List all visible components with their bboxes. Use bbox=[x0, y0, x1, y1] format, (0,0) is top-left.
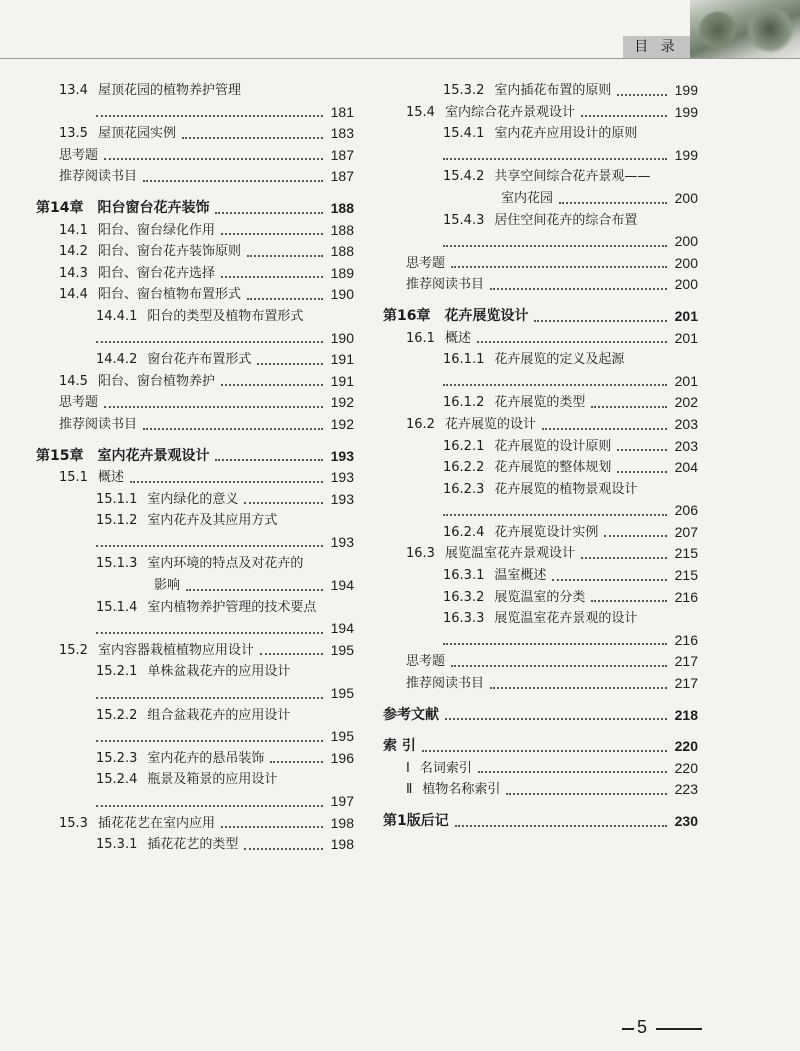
toc-entry-number: 第14章 bbox=[36, 199, 84, 216]
toc-misc-entry[interactable] bbox=[383, 253, 698, 275]
toc-misc-entry[interactable] bbox=[36, 166, 354, 188]
toc-section-entry[interactable] bbox=[36, 80, 354, 102]
toc-chapter-entry[interactable] bbox=[383, 736, 698, 758]
toc-page-number: 200 bbox=[674, 233, 698, 250]
toc-entry-title: 阳台、窗台花卉装饰原则 bbox=[97, 244, 241, 260]
toc-subsection-entry[interactable] bbox=[383, 608, 698, 630]
toc-entry-title: 思考题 bbox=[59, 147, 99, 163]
toc-page-number: 190 bbox=[330, 329, 354, 346]
toc-entry-title: 室内环境的特点及对花卉的 bbox=[147, 556, 304, 572]
page-number: 5 bbox=[637, 1017, 648, 1037]
toc-subsection-entry[interactable] bbox=[383, 210, 698, 232]
toc-dot-leader bbox=[244, 502, 323, 504]
toc-continuation-line[interactable] bbox=[383, 630, 698, 652]
toc-entry-title: 植物名称索引 bbox=[422, 782, 501, 798]
toc-page-number: 194 bbox=[330, 577, 354, 594]
toc-subsection-entry[interactable] bbox=[36, 489, 354, 511]
toc-entry-title: 影响 bbox=[154, 578, 181, 594]
toc-entry-title: 阳台的类型及植物布置形式 bbox=[147, 308, 304, 324]
toc-entry-title: 概述 bbox=[97, 470, 124, 486]
toc-page-number: 181 bbox=[330, 103, 354, 120]
toc-dot-leader bbox=[96, 115, 323, 117]
toc-entry-number: 16.1.2 bbox=[443, 395, 485, 411]
toc-continuation-line[interactable] bbox=[383, 145, 698, 167]
toc-entry-number: 15.1.4 bbox=[96, 599, 138, 615]
toc-entry-title: 室内花卉及其应用方式 bbox=[147, 513, 278, 529]
toc-subsection-entry[interactable] bbox=[383, 479, 698, 501]
toc-entry-number: 16.2.2 bbox=[443, 460, 485, 476]
toc-entry-number: Ⅰ bbox=[406, 760, 410, 776]
toc-dot-leader bbox=[478, 771, 667, 773]
toc-entry-number: 15.2 bbox=[59, 642, 88, 658]
toc-entry-number: 16.2.3 bbox=[443, 481, 485, 497]
toc-entry-number: 15.4.2 bbox=[443, 169, 485, 185]
toc-entry-number: 15.4 bbox=[406, 104, 435, 120]
toc-entry-number: 16.1.1 bbox=[443, 352, 485, 368]
toc-entry-number: 14.1 bbox=[59, 222, 88, 238]
toc-page-number: 191 bbox=[330, 372, 354, 389]
toc-subsection-entry[interactable] bbox=[36, 705, 354, 727]
toc-dot-leader bbox=[96, 697, 323, 699]
toc-entry-title: 单株盆栽花卉的应用设计 bbox=[147, 664, 291, 680]
footer-dash-left bbox=[622, 1028, 634, 1030]
toc-page-number: 215 bbox=[674, 545, 698, 562]
toc-dot-leader bbox=[215, 212, 323, 214]
toc-continuation-line[interactable] bbox=[36, 328, 354, 350]
toc-section-entry[interactable] bbox=[36, 371, 354, 393]
toc-entry-number: 第16章 bbox=[383, 307, 431, 324]
toc-section-entry[interactable] bbox=[383, 414, 698, 436]
toc-continuation-line[interactable] bbox=[36, 102, 354, 124]
toc-dot-leader bbox=[221, 233, 323, 235]
toc-subsection-entry[interactable] bbox=[36, 661, 354, 683]
toc-entry-number: 16.2.1 bbox=[443, 438, 485, 454]
toc-entry-title: 推荐阅读书目 bbox=[406, 676, 485, 692]
toc-dot-leader bbox=[244, 848, 323, 850]
toc-page-number: 198 bbox=[330, 836, 354, 853]
toc-entry-number: Ⅱ bbox=[406, 782, 413, 798]
toc-page-number: 215 bbox=[674, 567, 698, 584]
toc-page-number: 200 bbox=[674, 189, 698, 206]
toc-entry-title: 室内容器栽植植物应用设计 bbox=[97, 642, 254, 658]
toc-dot-leader bbox=[221, 276, 323, 278]
toc-subsection-entry[interactable] bbox=[36, 769, 354, 791]
toc-entry-title: 屋顶花园的植物养护管理 bbox=[97, 83, 241, 98]
toc-page-number: 198 bbox=[330, 814, 354, 831]
toc-dot-leader bbox=[215, 459, 323, 461]
toc-entry-title: 插花花艺在室内应用 bbox=[97, 815, 215, 831]
toc-dot-leader bbox=[186, 589, 323, 591]
toc-entry-number: 15.4.1 bbox=[443, 126, 485, 142]
toc-continuation-line[interactable] bbox=[383, 500, 698, 522]
toc-dot-leader bbox=[542, 428, 667, 430]
toc-page-number: 194 bbox=[330, 620, 354, 637]
toc-entry-title: 推荐阅读书目 bbox=[59, 169, 138, 185]
toc-entry-title: 阳台窗台花卉装饰 bbox=[97, 199, 210, 216]
toc-entry-title: 屋顶花园实例 bbox=[97, 126, 176, 142]
toc-entry-number: 16.3 bbox=[406, 546, 435, 562]
toc-entry-title: 阳台、窗台绿化作用 bbox=[97, 222, 215, 238]
toc-page-number: 188 bbox=[330, 199, 354, 216]
toc-dot-leader bbox=[257, 363, 323, 365]
toc-page-number: 200 bbox=[674, 276, 698, 293]
toc-subsection-entry[interactable] bbox=[383, 457, 698, 479]
toc-dot-leader bbox=[581, 557, 667, 559]
toc-entry-number: 15.1.2 bbox=[96, 513, 138, 529]
toc-page-number: 193 bbox=[330, 447, 354, 464]
toc-page-number: 201 bbox=[674, 329, 698, 346]
toc-page-number: 218 bbox=[674, 706, 698, 723]
toc-dot-leader bbox=[581, 115, 667, 117]
toc-dot-leader bbox=[490, 687, 667, 689]
toc-dot-leader bbox=[443, 245, 667, 247]
toc-subsection-entry[interactable] bbox=[36, 510, 354, 532]
toc-page-number: 216 bbox=[674, 631, 698, 648]
toc-entry-title: 推荐阅读书目 bbox=[59, 416, 138, 432]
toc-dot-leader bbox=[443, 514, 667, 516]
toc-subsection-entry[interactable] bbox=[36, 748, 354, 770]
toc-subsection-entry[interactable] bbox=[383, 349, 698, 371]
toc-misc-entry[interactable] bbox=[383, 673, 698, 695]
toc-subsection-entry[interactable] bbox=[36, 306, 354, 328]
toc-page-number: 203 bbox=[674, 415, 698, 432]
toc-dot-leader bbox=[455, 825, 667, 827]
toc-dot-leader bbox=[182, 137, 323, 139]
toc-dot-leader bbox=[443, 158, 667, 160]
toc-misc-entry[interactable] bbox=[36, 414, 354, 436]
toc-section-entry[interactable] bbox=[36, 284, 354, 306]
toc-entry-number: 15.2.4 bbox=[96, 772, 138, 788]
toc-section-entry[interactable] bbox=[36, 813, 354, 835]
toc-page-number: 199 bbox=[674, 82, 698, 98]
toc-continuation-line[interactable] bbox=[36, 575, 354, 597]
toc-entry-title: 概述 bbox=[444, 330, 471, 346]
toc-entry-number: 16.2.4 bbox=[443, 524, 485, 540]
toc-dot-leader bbox=[143, 428, 323, 430]
toc-entry-title: 思考题 bbox=[406, 255, 446, 271]
toc-entry-number: 15.2.2 bbox=[96, 707, 138, 723]
toc-entry-title: 名词索引 bbox=[419, 760, 472, 776]
toc-misc-entry[interactable] bbox=[383, 651, 698, 673]
toc-entry-number: 14.2 bbox=[59, 244, 88, 260]
toc-subsection-entry[interactable] bbox=[383, 123, 698, 145]
toc-dot-leader bbox=[445, 718, 667, 720]
toc-dot-leader bbox=[270, 761, 323, 763]
toc-page-number: 223 bbox=[674, 781, 698, 798]
toc-subsection-entry[interactable] bbox=[36, 834, 354, 856]
toc-entry-title: 花卉展览设计实例 bbox=[494, 524, 599, 540]
toc-page-number: 192 bbox=[330, 394, 354, 411]
toc-misc-entry[interactable] bbox=[36, 145, 354, 167]
toc-section-entry[interactable] bbox=[36, 640, 354, 662]
toc-entry-title: 室内植物养护管理的技术要点 bbox=[147, 599, 317, 615]
toc-dot-leader bbox=[422, 750, 667, 752]
toc-page-number: 202 bbox=[674, 394, 698, 411]
toc-continuation-line[interactable] bbox=[36, 791, 354, 813]
toc-page-number: 206 bbox=[674, 502, 698, 519]
toc-dot-leader bbox=[96, 341, 323, 343]
toc-dot-leader bbox=[96, 805, 323, 807]
toc-page-number: 192 bbox=[330, 415, 354, 432]
toc-page-number: 188 bbox=[330, 243, 354, 260]
toc-entry-number: 15.1.1 bbox=[96, 491, 138, 507]
toc-entry-title: 室内综合花卉景观设计 bbox=[444, 104, 575, 120]
toc-entry-title: 展览温室花卉景观设计 bbox=[444, 546, 575, 562]
toc-entry-title: 花卉展览的设计 bbox=[444, 416, 536, 432]
toc-subsection-entry[interactable] bbox=[383, 522, 698, 544]
toc-dot-leader bbox=[617, 471, 667, 473]
toc-section-entry[interactable] bbox=[383, 328, 698, 350]
toc-subsection-entry[interactable] bbox=[36, 553, 354, 575]
toc-entry-number: 14.5 bbox=[59, 373, 88, 389]
toc-entry-number: 15.4.3 bbox=[443, 212, 485, 228]
toc-page-number: 183 bbox=[330, 125, 354, 142]
toc-dot-leader bbox=[104, 158, 323, 160]
toc-page-number: 200 bbox=[674, 254, 698, 271]
toc-page-number: 220 bbox=[674, 759, 698, 776]
toc-entry-number: 16.3.1 bbox=[443, 568, 485, 584]
toc-subsection-entry[interactable] bbox=[383, 80, 698, 102]
toc-dot-leader bbox=[96, 545, 323, 547]
toc-page-number: 193 bbox=[330, 490, 354, 507]
toc-page-number: 203 bbox=[674, 437, 698, 454]
toc-dot-leader bbox=[604, 535, 667, 537]
toc-entry-title: 花卉展览的植物景观设计 bbox=[494, 481, 638, 497]
toc-entry-number: 15.3 bbox=[59, 815, 88, 831]
toc-entry-number: 15.2.1 bbox=[96, 664, 138, 680]
toc-page-number: 187 bbox=[330, 146, 354, 163]
toc-page-number: 195 bbox=[330, 728, 354, 745]
toc-page-number: 189 bbox=[330, 264, 354, 281]
header-rule bbox=[0, 58, 800, 59]
toc-dot-leader bbox=[490, 288, 667, 290]
toc-entry-title: 阳台、窗台植物养护 bbox=[97, 373, 215, 389]
toc-entry-title: 展览温室花卉景观的设计 bbox=[494, 611, 638, 627]
toc-chapter-entry[interactable] bbox=[383, 705, 698, 727]
toc-entry-title: 花卉展览的设计原则 bbox=[494, 438, 612, 454]
toc-page-number: 201 bbox=[674, 372, 698, 389]
toc-entry-title: 花卉展览的定义及起源 bbox=[494, 352, 625, 368]
toc-continuation-line[interactable] bbox=[383, 188, 698, 210]
toc-entry-title: 室内花卉应用设计的原则 bbox=[494, 126, 638, 142]
toc-subsection-entry[interactable] bbox=[383, 565, 698, 587]
toc-entry-title: 花卉展览的类型 bbox=[494, 395, 586, 411]
toc-continuation-line[interactable] bbox=[383, 371, 698, 393]
toc-dot-leader bbox=[591, 406, 667, 408]
toc-page-number: 193 bbox=[330, 469, 354, 486]
toc-page-number: 193 bbox=[330, 533, 354, 550]
toc-subsection-entry[interactable] bbox=[36, 349, 354, 371]
toc-page-number: 201 bbox=[674, 307, 698, 324]
toc-dot-leader bbox=[96, 740, 323, 742]
toc-page-number: 217 bbox=[674, 675, 698, 692]
toc-subsection-entry[interactable] bbox=[383, 436, 698, 458]
toc-dot-leader bbox=[552, 579, 667, 581]
toc-entry-number: 15.3.1 bbox=[96, 837, 138, 853]
toc-section-entry[interactable] bbox=[383, 543, 698, 565]
toc-entry-title: 思考题 bbox=[59, 395, 99, 411]
toc-dot-leader bbox=[221, 826, 323, 828]
toc-page-number: 199 bbox=[674, 146, 698, 163]
toc-entry-title: 居住空间花卉的综合布置 bbox=[494, 212, 638, 228]
toc-entry-number: 15.3.2 bbox=[443, 83, 485, 98]
toc-right-column bbox=[383, 80, 698, 833]
toc-continuation-line[interactable] bbox=[383, 231, 698, 253]
toc-chapter-entry[interactable] bbox=[383, 306, 698, 328]
toc-entry-title: 窗台花卉布置形式 bbox=[147, 352, 252, 368]
toc-dot-leader bbox=[130, 481, 323, 483]
toc-section-entry[interactable] bbox=[36, 123, 354, 145]
toc-dot-leader bbox=[559, 202, 667, 204]
toc-entry-number: 16.3.2 bbox=[443, 589, 485, 605]
toc-entry-number: 14.4.2 bbox=[96, 352, 138, 368]
toc-entry-title: 共享空间综合花卉景观—— bbox=[494, 169, 651, 185]
toc-section-entry[interactable] bbox=[36, 263, 354, 285]
toc-entry-number: 15.2.3 bbox=[96, 750, 138, 766]
toc-dot-leader bbox=[247, 255, 323, 257]
toc-continuation-line[interactable] bbox=[36, 726, 354, 748]
toc-dot-leader bbox=[443, 643, 667, 645]
toc-section-entry[interactable] bbox=[36, 241, 354, 263]
toc-entry-title: 推荐阅读书目 bbox=[406, 277, 485, 293]
toc-subsection-entry[interactable] bbox=[383, 392, 698, 414]
toc-page-number: 199 bbox=[674, 103, 698, 120]
toc-entry-number: 16.3.3 bbox=[443, 611, 485, 627]
toc-page-number: 217 bbox=[674, 653, 698, 670]
toc-entry-title: 索 引 bbox=[383, 738, 416, 755]
toc-entry-title: 花卉展览设计 bbox=[444, 307, 529, 324]
toc-entry-title: 插花花艺的类型 bbox=[147, 837, 239, 853]
toc-dot-leader bbox=[260, 653, 323, 655]
toc-entry-title: 室内花卉的悬吊装饰 bbox=[147, 750, 265, 766]
toc-entry-title: 瓶景及箱景的应用设计 bbox=[147, 772, 278, 788]
toc-page-number: 197 bbox=[330, 793, 354, 809]
toc-dot-leader bbox=[617, 449, 667, 451]
toc-dot-leader bbox=[477, 341, 667, 343]
toc-dot-leader bbox=[506, 793, 667, 795]
toc-page-number: 220 bbox=[674, 738, 698, 755]
toc-continuation-line[interactable] bbox=[36, 618, 354, 640]
toc-page-number: 196 bbox=[330, 749, 354, 766]
toc-entry-title: 阳台、窗台植物布置形式 bbox=[97, 287, 241, 303]
toc-entry-number: 15.1.3 bbox=[96, 556, 138, 572]
toc-entry-title: 室内插花布置的原则 bbox=[494, 83, 612, 98]
toc-chapter-entry[interactable] bbox=[383, 811, 698, 833]
toc-entry-number: 16.2 bbox=[406, 416, 435, 432]
toc-page-number: 191 bbox=[330, 351, 354, 368]
toc-entry-number: 13.4 bbox=[59, 83, 88, 98]
toc-entry-title: 展览温室的分类 bbox=[494, 589, 586, 605]
toc-entry-number: 第15章 bbox=[36, 447, 84, 464]
toc-page-number: 195 bbox=[330, 685, 354, 702]
toc-entry-number: 14.4 bbox=[59, 287, 88, 303]
toc-entry-title: 参考文献 bbox=[383, 706, 439, 723]
toc-entry-title: 第1版后记 bbox=[383, 813, 449, 829]
toc-page-number: 207 bbox=[674, 523, 698, 540]
toc-section-entry[interactable] bbox=[36, 467, 354, 489]
toc-page-number: 190 bbox=[330, 286, 354, 303]
toc-entry-number: 14.4.1 bbox=[96, 308, 138, 324]
toc-dot-leader bbox=[221, 384, 323, 386]
toc-entry-title: 花卉展览的整体规划 bbox=[494, 460, 612, 476]
toc-subsection-entry[interactable] bbox=[383, 587, 698, 609]
toc-entry-title: 室内花卉景观设计 bbox=[97, 447, 210, 464]
toc-misc-entry[interactable] bbox=[36, 392, 354, 414]
toc-subsection-entry[interactable] bbox=[383, 166, 698, 188]
toc-section-entry[interactable] bbox=[383, 779, 698, 801]
toc-entry-title: 组合盆栽花卉的应用设计 bbox=[147, 707, 291, 723]
toc-misc-entry[interactable] bbox=[383, 274, 698, 296]
toc-entry-title: 室内绿化的意义 bbox=[147, 491, 239, 507]
toc-section-entry[interactable] bbox=[383, 102, 698, 124]
toc-page-number: 195 bbox=[330, 641, 354, 658]
toc-entry-title: 思考题 bbox=[406, 654, 446, 670]
toc-entry-title: 室内花园 bbox=[501, 190, 554, 206]
toc-entry-number: 14.3 bbox=[59, 265, 88, 281]
toc-dot-leader bbox=[143, 180, 323, 182]
toc-dot-leader bbox=[443, 384, 667, 386]
toc-chapter-entry[interactable] bbox=[36, 198, 354, 220]
toc-dot-leader bbox=[247, 298, 323, 300]
toc-page-number: 204 bbox=[674, 459, 698, 476]
toc-chapter-entry[interactable] bbox=[36, 446, 354, 468]
toc-entry-number: 13.5 bbox=[59, 126, 88, 142]
toc-section-entry[interactable] bbox=[36, 220, 354, 242]
toc-page-number: 187 bbox=[330, 168, 354, 185]
toc-dot-leader bbox=[591, 600, 667, 602]
header-photo bbox=[690, 0, 800, 58]
footer-dash-right bbox=[656, 1028, 702, 1030]
toc-entry-title: 阳台、窗台花卉选择 bbox=[97, 265, 215, 281]
toc-dot-leader bbox=[451, 665, 667, 667]
toc-dot-leader bbox=[617, 94, 667, 96]
toc-section-entry[interactable] bbox=[383, 758, 698, 780]
toc-page-number: 216 bbox=[674, 588, 698, 605]
toc-left-column bbox=[36, 80, 354, 856]
toc-dot-leader bbox=[96, 632, 323, 634]
toc-entry-title: 温室概述 bbox=[494, 568, 547, 584]
toc-page-number: 230 bbox=[674, 813, 698, 829]
toc-dot-leader bbox=[451, 266, 667, 268]
toc-subsection-entry[interactable] bbox=[36, 597, 354, 619]
toc-entry-number: 15.1 bbox=[59, 470, 88, 486]
header-label: 目 录 bbox=[623, 36, 690, 58]
toc-continuation-line[interactable] bbox=[36, 532, 354, 554]
toc-continuation-line[interactable] bbox=[36, 683, 354, 705]
toc-dot-leader bbox=[534, 320, 667, 322]
toc-dot-leader bbox=[104, 406, 323, 408]
toc-entry-number: 16.1 bbox=[406, 330, 435, 346]
toc-page-number: 188 bbox=[330, 221, 354, 238]
